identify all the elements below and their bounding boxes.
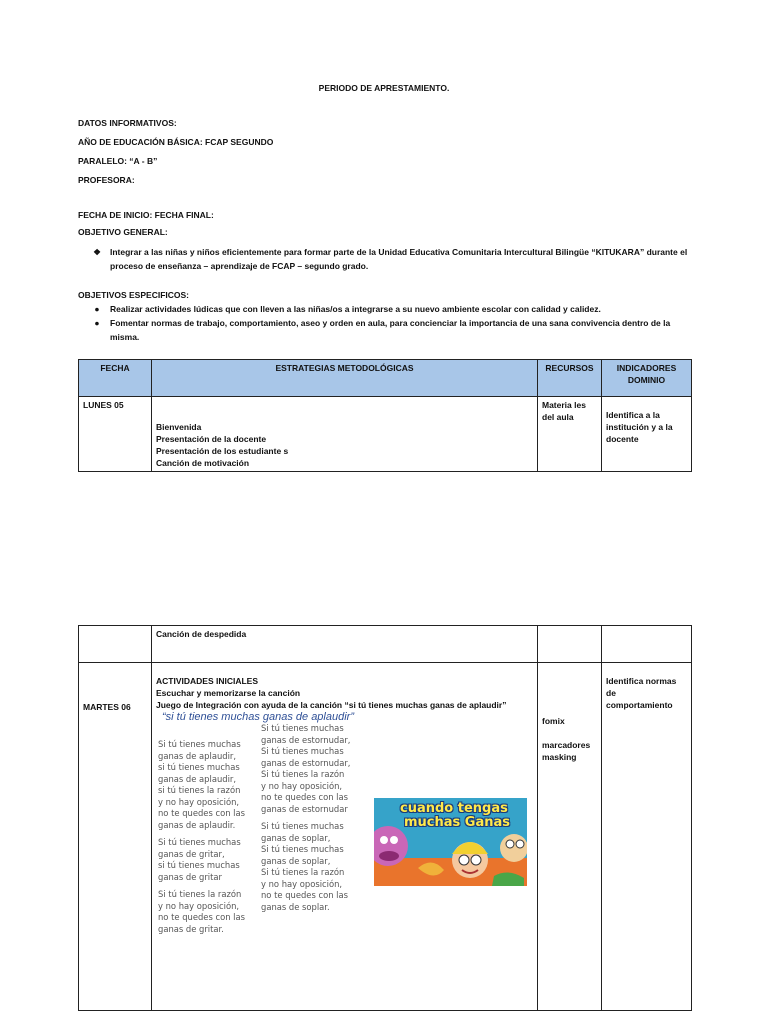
actividades-label: ACTIVIDADES INICIALES xyxy=(156,676,259,686)
song-title: “si tú tienes muchas ganas de aplaudir” xyxy=(162,711,354,723)
cover-title-line-2: muchas Ganas xyxy=(404,815,511,830)
lyric-line: ganas de gritar, xyxy=(158,848,225,859)
lyric-line: y no hay oposición, xyxy=(261,780,343,791)
lyric-line: Si tú tienes muchas xyxy=(261,723,344,733)
cell-recursos: fomix marcadores masking xyxy=(538,663,602,1011)
lyric-line: ganas de estornudar, xyxy=(261,734,351,745)
table-header-row xyxy=(79,360,692,397)
planning-table-1 xyxy=(78,359,692,472)
anio-educacion: AÑO DE EDUCACIÓN BÁSICA: FCAP SEGUNDO xyxy=(78,137,274,147)
lyric-line: si tú tienes muchas xyxy=(158,860,240,870)
cell-recursos-empty xyxy=(538,626,602,663)
paralelo: PARALELO: “A - B” xyxy=(78,156,158,166)
lyric-line: ganas de soplar, xyxy=(261,832,331,843)
especifico-item-2: ● Fomentar normas de trabajo, comportamiento, aseo y orden en aula, para concienciar la importancia de una sana convivencia dentro de la misma. xyxy=(110,316,700,344)
cell-estrategias: Canción de despedida xyxy=(152,626,538,663)
lyric-line: no te quedes con las xyxy=(158,912,245,922)
lyric-line: no te quedes con las xyxy=(261,792,348,802)
table-row xyxy=(79,397,692,472)
header-indicadores: INDICADORES DOMINIO xyxy=(602,360,692,397)
lyric-line: Si tú tienes muchas xyxy=(158,739,241,749)
lyric-line: Si tú tienes la razón xyxy=(261,769,345,779)
header-recursos: RECURSOS xyxy=(538,360,602,397)
lyric-line: Si tú tienes muchas xyxy=(261,746,344,756)
lyric-line: si tú tienes la razón xyxy=(158,785,241,795)
lyric-line: no te quedes con las xyxy=(261,890,348,900)
cell-recursos: Materia les del aula xyxy=(538,397,602,472)
diamond-bullet-icon: ❖ xyxy=(93,247,101,257)
lyric-line: y no hay oposición, xyxy=(158,796,240,807)
cell-fecha: LUNES 05 xyxy=(79,397,152,472)
objetivos-especificos-label: OBJETIVOS ESPECIFICOS: xyxy=(78,290,189,300)
lyric-line: Si tú tienes la razón xyxy=(158,889,242,899)
lyrics-column-1 xyxy=(158,739,258,935)
objetivo-general-label: OBJETIVO GENERAL: xyxy=(78,227,168,237)
lyric-line: ganas de soplar, xyxy=(261,855,331,866)
cell-indicadores: Identifica normas de comportamiento xyxy=(602,663,692,1011)
lyric-line: Si tú tienes muchas xyxy=(261,821,344,831)
objetivo-general-list xyxy=(93,245,700,273)
lyric-line: ganas de aplaudir. xyxy=(158,819,236,830)
lyric-line: no te quedes con las xyxy=(158,808,245,818)
lyric-line: y no hay oposición, xyxy=(261,878,343,889)
lyric-line: Si tú tienes muchas xyxy=(261,844,344,854)
especifico-item-1: ● Realizar actividades lúdicas que con lleven a las niñas/os a integrarse a su nuevo ambiente escolar con calidad y calidez. xyxy=(110,302,700,316)
lyric-line: ganas de gritar xyxy=(158,871,222,882)
cell-fecha: MARTES 06 xyxy=(79,663,152,1011)
lyric-line: Si tú tienes muchas xyxy=(158,837,241,847)
cell-indicadores: Identifica a la institución y a la docente xyxy=(602,397,692,472)
objetivo-general-item: ❖ Integrar a las niñas y niños eficientemente para formar parte de la Unidad Educativa Comunitaria Intercultural Bilingüe “KITUKARA” durante el proceso de enseñanza – aprendizaje de FCAP – segundo grado. xyxy=(93,247,688,271)
lyric-line: ganas de estornudar, xyxy=(261,757,351,768)
objetivos-especificos-list xyxy=(94,302,700,344)
lyrics-column-2 xyxy=(261,723,371,913)
song-cover-image xyxy=(374,798,527,886)
lyric-line: si tú tienes muchas xyxy=(158,762,240,772)
cell-estrategias: Bienvenida Presentación de la docente Presentación de los estudiante s Canción de motivación xyxy=(152,397,538,472)
header-estrategias: ESTRATEGIAS METODOLÓGICAS xyxy=(152,360,538,397)
cell-indicadores-empty xyxy=(602,626,692,663)
actividad-1: Escuchar y memorizarse la canción xyxy=(156,688,301,698)
datos-informativos-label: DATOS INFORMATIVOS: xyxy=(78,118,177,128)
lyric-line: ganas de soplar. xyxy=(261,901,330,912)
actividad-2: Juego de Integración con ayuda de la canción “si tú tienes muchas ganas de aplaudir” xyxy=(156,700,507,710)
bullet-icon: ● xyxy=(94,304,100,314)
lyric-line: y no hay oposición, xyxy=(158,900,240,911)
lyric-line: ganas de estornudar xyxy=(261,803,348,814)
cell-fecha-empty xyxy=(79,626,152,663)
fechas: FECHA DE INICIO: FECHA FINAL: xyxy=(78,210,214,220)
cover-title-line-1: cuando tengas xyxy=(400,801,508,816)
document-title: PERIODO DE APRESTAMIENTO. xyxy=(318,83,450,93)
lyric-line: ganas de aplaudir, xyxy=(158,773,237,784)
header-fecha: FECHA xyxy=(79,360,152,397)
lyric-line: ganas de aplaudir, xyxy=(158,750,237,761)
profesora: PROFESORA: xyxy=(78,175,135,185)
lyric-line: Si tú tienes la razón xyxy=(261,867,345,877)
table-row xyxy=(79,626,692,663)
bullet-icon: ● xyxy=(94,318,100,328)
lyric-line: ganas de gritar. xyxy=(158,923,224,934)
